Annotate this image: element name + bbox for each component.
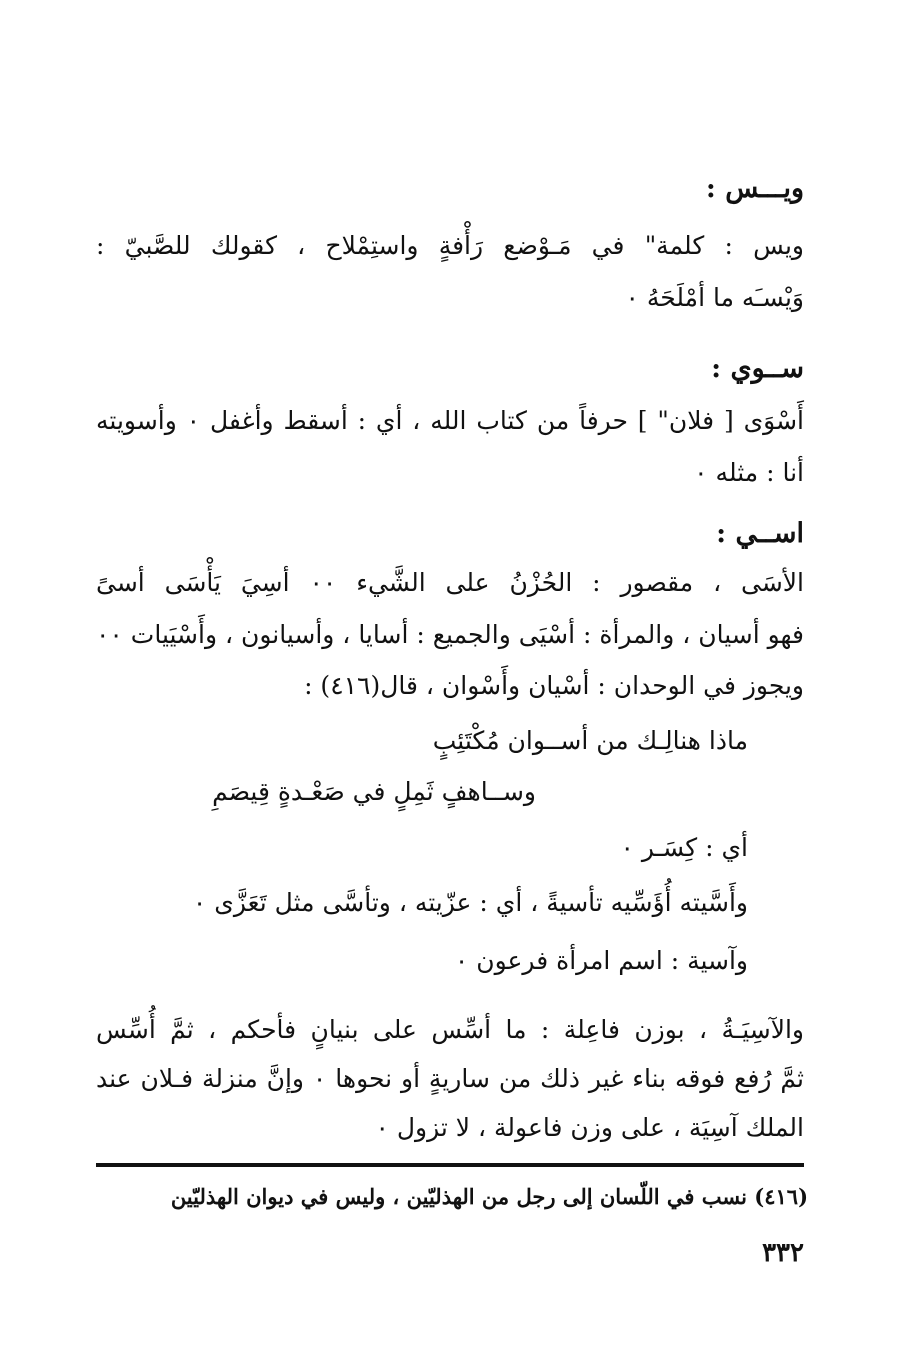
entry-text-line: الملك آسِيَة ، على وزن فاعولة ، لا تزول ٠ [375,1113,804,1142]
page-number: ٣٣٢ [762,1238,804,1268]
entry-text-line: أَسْوَى [ فلان" ] حرفاً من كتاب الله ، أي : أسقط وأغفل ٠ وأسويته [96,406,804,435]
entry-text-line: ثمَّ رُفع فوقه بناء غير ذلك من ساريةٍ أو نحوها ٠ وإنَّ منزلة فـلان عند [96,1064,804,1093]
entry-heading-asy: اســي : [716,518,804,549]
entry-heading-swy: ســوي : [711,353,804,384]
footnote-separator [96,1163,804,1167]
entry-text-line: فهو أسيان ، والمرأة : أسْيَى والجميع : أسايا ، وأسيانون ، وأَسْيَيات ٠٠ [96,620,804,649]
entry-text-line: الأسَى ، مقصور : الحُزْنُ على الشَّيء ٠٠ أسِيَ يَأْسَى أسىً [96,568,805,597]
entry-text-line: ويجوز في الوحدان : أسْيان وأَسْوان ، قال(٤١٦) : [304,671,804,700]
entry-text-line: وَيْسـَه ما أمْلَحَهُ ٠ [625,283,804,312]
entry-text-line: أي : كِسَـر ٠ [620,833,748,862]
entry-text-line: وآسية : اسم امرأة فرعون ٠ [454,946,748,975]
poem-verse-second-hemistich: وســاهفٍ ثَمِلٍ في صَعْـدةٍ قِيصَمِ [212,777,536,806]
entry-heading-wys: ويـــس : [705,173,804,204]
footnote: (٤١٦) نسب في اللّسان إلى رجل من الهذليّين ، وليس في ديوان الهذليّين [170,1184,808,1209]
entry-text-line: أنا : مثله ٠ [694,458,804,487]
entry-text-line: وأَسَّيته أُؤَسِّيه تأسيةً ، أي : عزّيته ، وتأسَّى مثل تَعَزَّى ٠ [192,888,748,917]
poem-verse-first-hemistich: ماذا هنالِـك من أســوان مُكْتَئِبٍ [432,726,748,755]
entry-text-line: والآسِيَـةُ ، بوزن فاعِلة : ما أسِّس على بنيانٍ فأحكم ، ثمَّ أُسِّس [96,1015,804,1044]
entry-text-line: ويس : كلمة" في مَـوْضع رَأْفةٍ واستِمْلاح ، كقولك للصَّبيّ : [96,231,804,260]
